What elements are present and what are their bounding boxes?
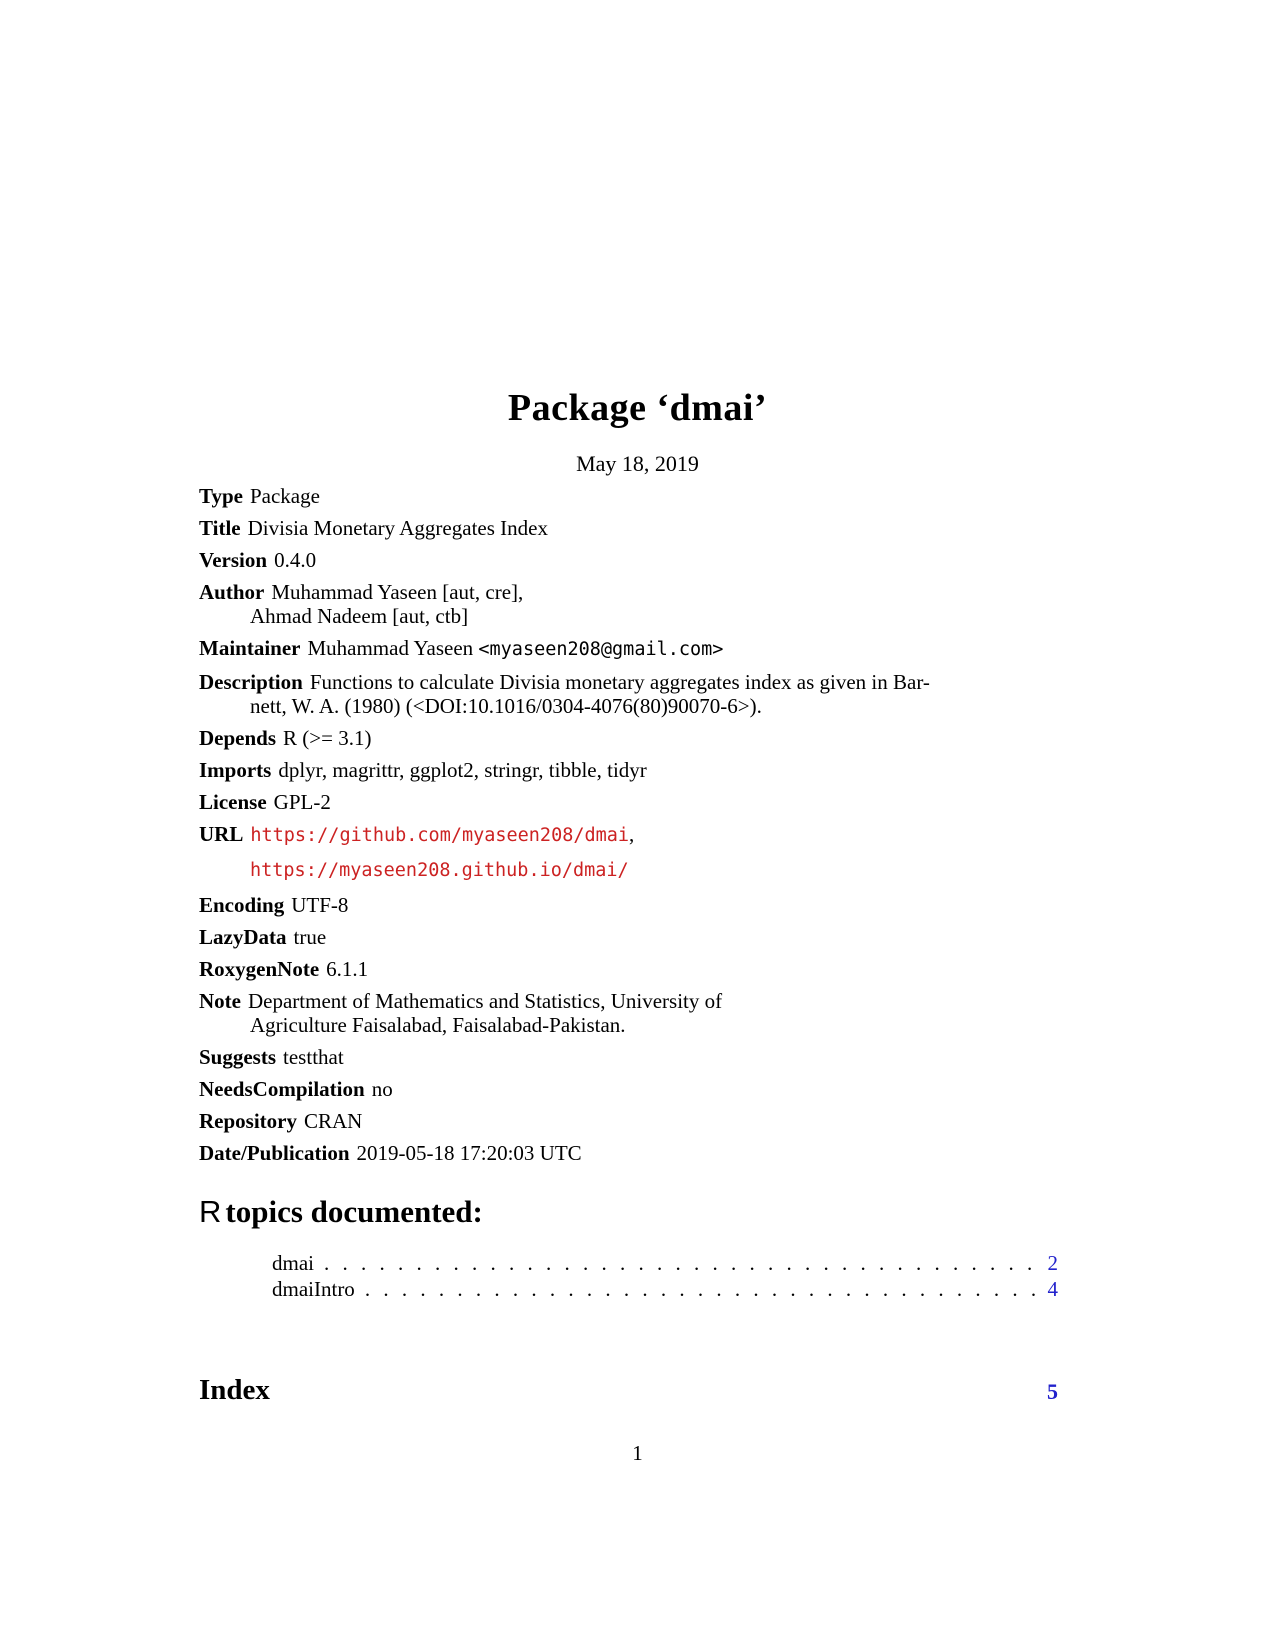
github-pages-url-link[interactable]: https://myaseen208.github.io/dmai/: [250, 860, 629, 881]
field-value: 6.1.1: [326, 957, 369, 981]
field-label: Depends: [199, 726, 277, 750]
field-label: Repository: [199, 1109, 297, 1133]
dot-leader: [365, 1277, 1036, 1302]
index-page-link[interactable]: 5: [1047, 1379, 1058, 1404]
field-label: Version: [199, 548, 268, 572]
field-value: UTF-8: [291, 893, 349, 917]
field-value: R (>= 3.1): [283, 726, 372, 750]
field-roxygennote: [199, 957, 1058, 981]
page-title: Package ‘dmai’: [507, 387, 768, 429]
r-logo-letter: R: [199, 1194, 222, 1229]
toc-entry-label: dmaiIntro: [272, 1277, 355, 1301]
field-value: Divisia Monetary Aggregates Index: [247, 516, 548, 540]
field-label: Author: [199, 580, 265, 604]
field-value: Muhammad Yaseen [aut, cre],: [271, 580, 524, 604]
field-label: Note: [199, 989, 241, 1013]
field-value: 2019-05-18 17:20:03 UTC: [356, 1141, 582, 1165]
maintainer-email: <myaseen208@gmail.com>: [478, 639, 724, 660]
toc-entry-dmaiintro: [272, 1277, 1058, 1303]
index-heading: Index: [199, 1374, 270, 1406]
field-encoding: [199, 893, 1058, 917]
field-label: Type: [199, 484, 243, 508]
field-label: RoxygenNote: [199, 957, 320, 981]
field-value: Department of Mathematics and Statistics, University of: [247, 989, 723, 1013]
toc-page-link-dmai[interactable]: 2: [1047, 1251, 1058, 1275]
field-version: [199, 548, 1058, 572]
field-value: no: [371, 1077, 393, 1101]
field-type: [199, 484, 1058, 508]
field-label: LazyData: [199, 925, 287, 949]
field-lazydata: [199, 925, 1058, 949]
field-repository: [199, 1109, 1058, 1133]
field-needscompilation: [199, 1077, 1058, 1101]
field-label: Description: [199, 670, 303, 694]
field-value: Package: [249, 484, 320, 508]
field-label: Encoding: [199, 893, 285, 917]
field-label: Suggests: [199, 1045, 277, 1069]
field-value-continuation: nett, W. A. (1980) (<DOI:10.1016/0304-4076(80)90070-6>).: [250, 694, 762, 718]
field-value-continuation: Ahmad Nadeem [aut, ctb]: [250, 604, 469, 628]
topics-heading-text: topics documented:: [225, 1194, 483, 1229]
field-value: true: [293, 925, 327, 949]
index-section: [199, 1374, 1058, 1407]
field-value-continuation: Agriculture Faisalabad, Faisalabad-Pakistan.: [250, 1013, 626, 1037]
field-label: Date/Publication: [199, 1141, 350, 1165]
field-suggests: [199, 1045, 1058, 1069]
dot-leader: [324, 1251, 1036, 1276]
metadata-fields: [199, 484, 1058, 1173]
field-url: [199, 822, 1058, 883]
field-value-continuation: [250, 857, 1058, 883]
field-label: License: [199, 790, 267, 814]
field-value: dplyr, magrittr, ggplot2, stringr, tibble, tidyr: [278, 758, 647, 782]
field-label: Title: [199, 516, 241, 540]
table-of-contents: [272, 1251, 1058, 1303]
field-label: NeedsCompilation: [199, 1077, 365, 1101]
field-depends: [199, 726, 1058, 750]
field-maintainer: [199, 636, 1058, 662]
field-value: Functions to calculate Divisia monetary aggregates index as given in Bar-: [309, 670, 930, 694]
field-label: Maintainer: [199, 636, 301, 660]
field-value: GPL-2: [273, 790, 331, 814]
field-value: 0.4.0: [274, 548, 317, 572]
field-datepublication: [199, 1141, 1058, 1165]
field-imports: [199, 758, 1058, 782]
toc-entry-dmai: [272, 1251, 1058, 1277]
field-label: URL: [199, 822, 244, 846]
toc-entry-label: dmai: [272, 1251, 314, 1275]
topics-documented-heading: [199, 1194, 483, 1230]
maintainer-name: Muhammad Yaseen: [307, 636, 474, 660]
github-url-link[interactable]: https://github.com/myaseen208/dmai: [250, 825, 630, 846]
field-label: Imports: [199, 758, 272, 782]
field-title: [199, 516, 1058, 540]
field-value: testthat: [283, 1045, 344, 1069]
toc-page-link-dmaiintro[interactable]: 4: [1047, 1277, 1058, 1301]
url-separator: ,: [629, 822, 635, 846]
field-description: [199, 670, 1058, 718]
field-license: [199, 790, 1058, 814]
field-author: [199, 580, 1058, 628]
field-note: [199, 989, 1058, 1037]
page-number-footer: 1: [632, 1441, 643, 1465]
publication-date: May 18, 2019: [576, 451, 699, 476]
field-value: CRAN: [304, 1109, 363, 1133]
